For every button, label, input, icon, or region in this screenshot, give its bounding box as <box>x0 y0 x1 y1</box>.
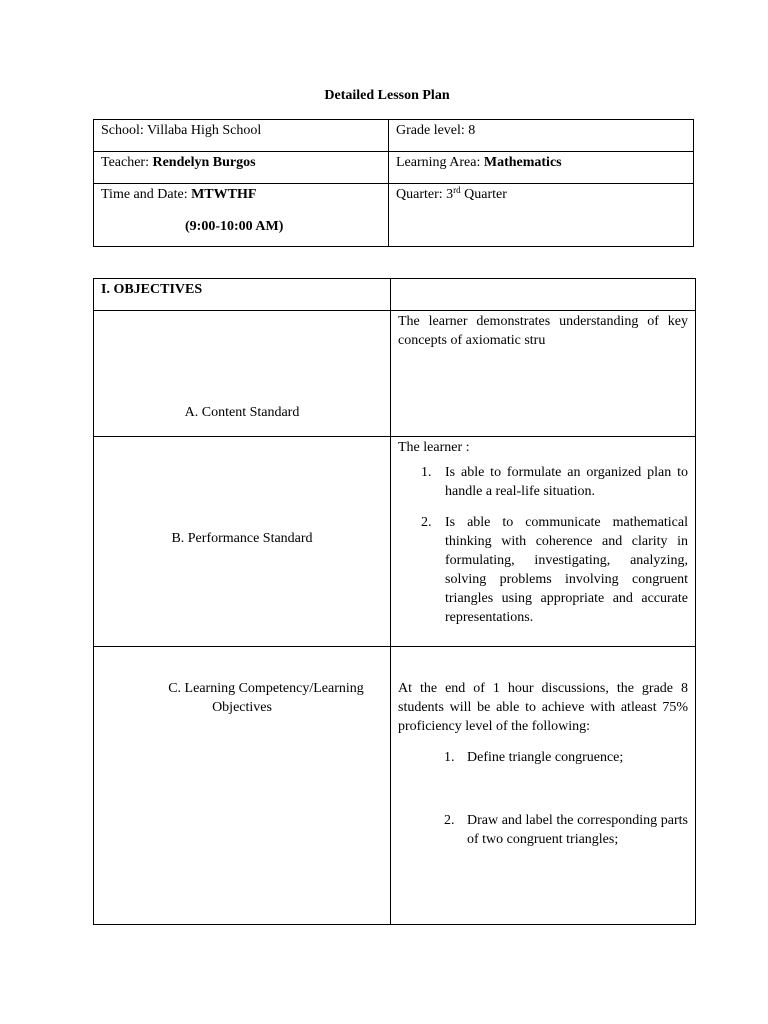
info-row-school <box>94 120 694 152</box>
content-standard-text-cell <box>391 311 696 437</box>
list-item-number: 1. <box>444 750 455 765</box>
school-value: Villaba High School <box>147 123 262 138</box>
quarter-number: 3 <box>446 187 454 202</box>
list-item <box>398 748 688 767</box>
info-row-teacher <box>94 152 694 184</box>
teacher-value: Rendelyn Burgos <box>152 155 256 170</box>
performance-standard-text-cell <box>391 437 696 647</box>
learning-competency-label-line1: C. Learning Competency/Learning <box>168 681 364 696</box>
content-standard-text: The learner demonstrates understanding of key concepts of axiomatic stru <box>398 314 688 348</box>
grade-value: 8 <box>468 123 476 138</box>
list-item-text: Draw and label the corresponding parts of two congruent triangles; <box>467 813 688 847</box>
document-title: Detailed Lesson Plan <box>324 88 450 103</box>
quarter-cell <box>389 184 694 247</box>
lesson-info-table <box>93 119 694 247</box>
list-item <box>398 811 688 849</box>
area-cell <box>389 152 694 184</box>
objectives-header-row <box>94 279 696 311</box>
objectives-heading: I. OBJECTIVES <box>101 282 203 297</box>
performance-standard-intro: The learner : <box>398 440 470 455</box>
learning-competency-label-line2: Objectives <box>212 700 272 715</box>
performance-standard-label-cell <box>94 437 391 647</box>
grade-label: Grade level: <box>396 123 469 138</box>
list-item-number: 2. <box>444 813 455 828</box>
performance-standard-list <box>398 463 688 627</box>
quarter-label: Quarter: <box>396 187 447 202</box>
list-item-number: 1. <box>421 465 432 480</box>
objectives-heading-cell <box>94 279 391 311</box>
list-item <box>398 463 688 501</box>
list-item-text: Is able to formulate an organized plan to handle a real-life situation. <box>445 465 688 499</box>
time-value: MTWTHF <box>191 187 257 202</box>
list-item-number: 2. <box>421 515 432 530</box>
teacher-label: Teacher: <box>101 155 153 170</box>
time-label: Time and Date: <box>101 187 192 202</box>
learning-competency-row <box>94 647 696 925</box>
quarter-ordinal: rd <box>453 185 461 195</box>
learning-competency-intro: At the end of 1 hour discussions, the grade 8 students will be able to achieve with atleast 75% proficiency level of the following: <box>398 681 688 734</box>
objectives-table <box>93 278 696 925</box>
teacher-cell <box>94 152 389 184</box>
learning-competency-label-cell <box>94 647 391 925</box>
content-standard-label-cell <box>94 311 391 437</box>
objectives-heading-empty-cell <box>391 279 696 311</box>
list-item <box>398 513 688 627</box>
time-cell <box>94 184 389 247</box>
time-range: (9:00-10:00 AM) <box>185 219 284 234</box>
content-standard-label: A. Content Standard <box>184 405 300 420</box>
performance-standard-row <box>94 437 696 647</box>
grade-cell <box>389 120 694 152</box>
school-cell <box>94 120 389 152</box>
learning-competency-text-cell <box>391 647 696 925</box>
performance-standard-label: B. Performance Standard <box>171 531 313 546</box>
school-label: School: <box>101 123 148 138</box>
info-row-time <box>94 184 694 247</box>
area-value: Mathematics <box>483 155 562 170</box>
content-standard-row <box>94 311 696 437</box>
learning-competency-label <box>101 679 383 717</box>
quarter-suffix: Quarter <box>460 187 507 202</box>
learning-competency-list <box>398 748 688 849</box>
list-item-text: Define triangle congruence; <box>467 750 624 765</box>
area-label: Learning Area: <box>396 155 484 170</box>
list-item-text: Is able to communicate mathematical thinking with coherence and clarity in formulating, investigating, analyzing, solving problems involving congruent triangles using appropriate and accurate representations. <box>445 515 688 625</box>
